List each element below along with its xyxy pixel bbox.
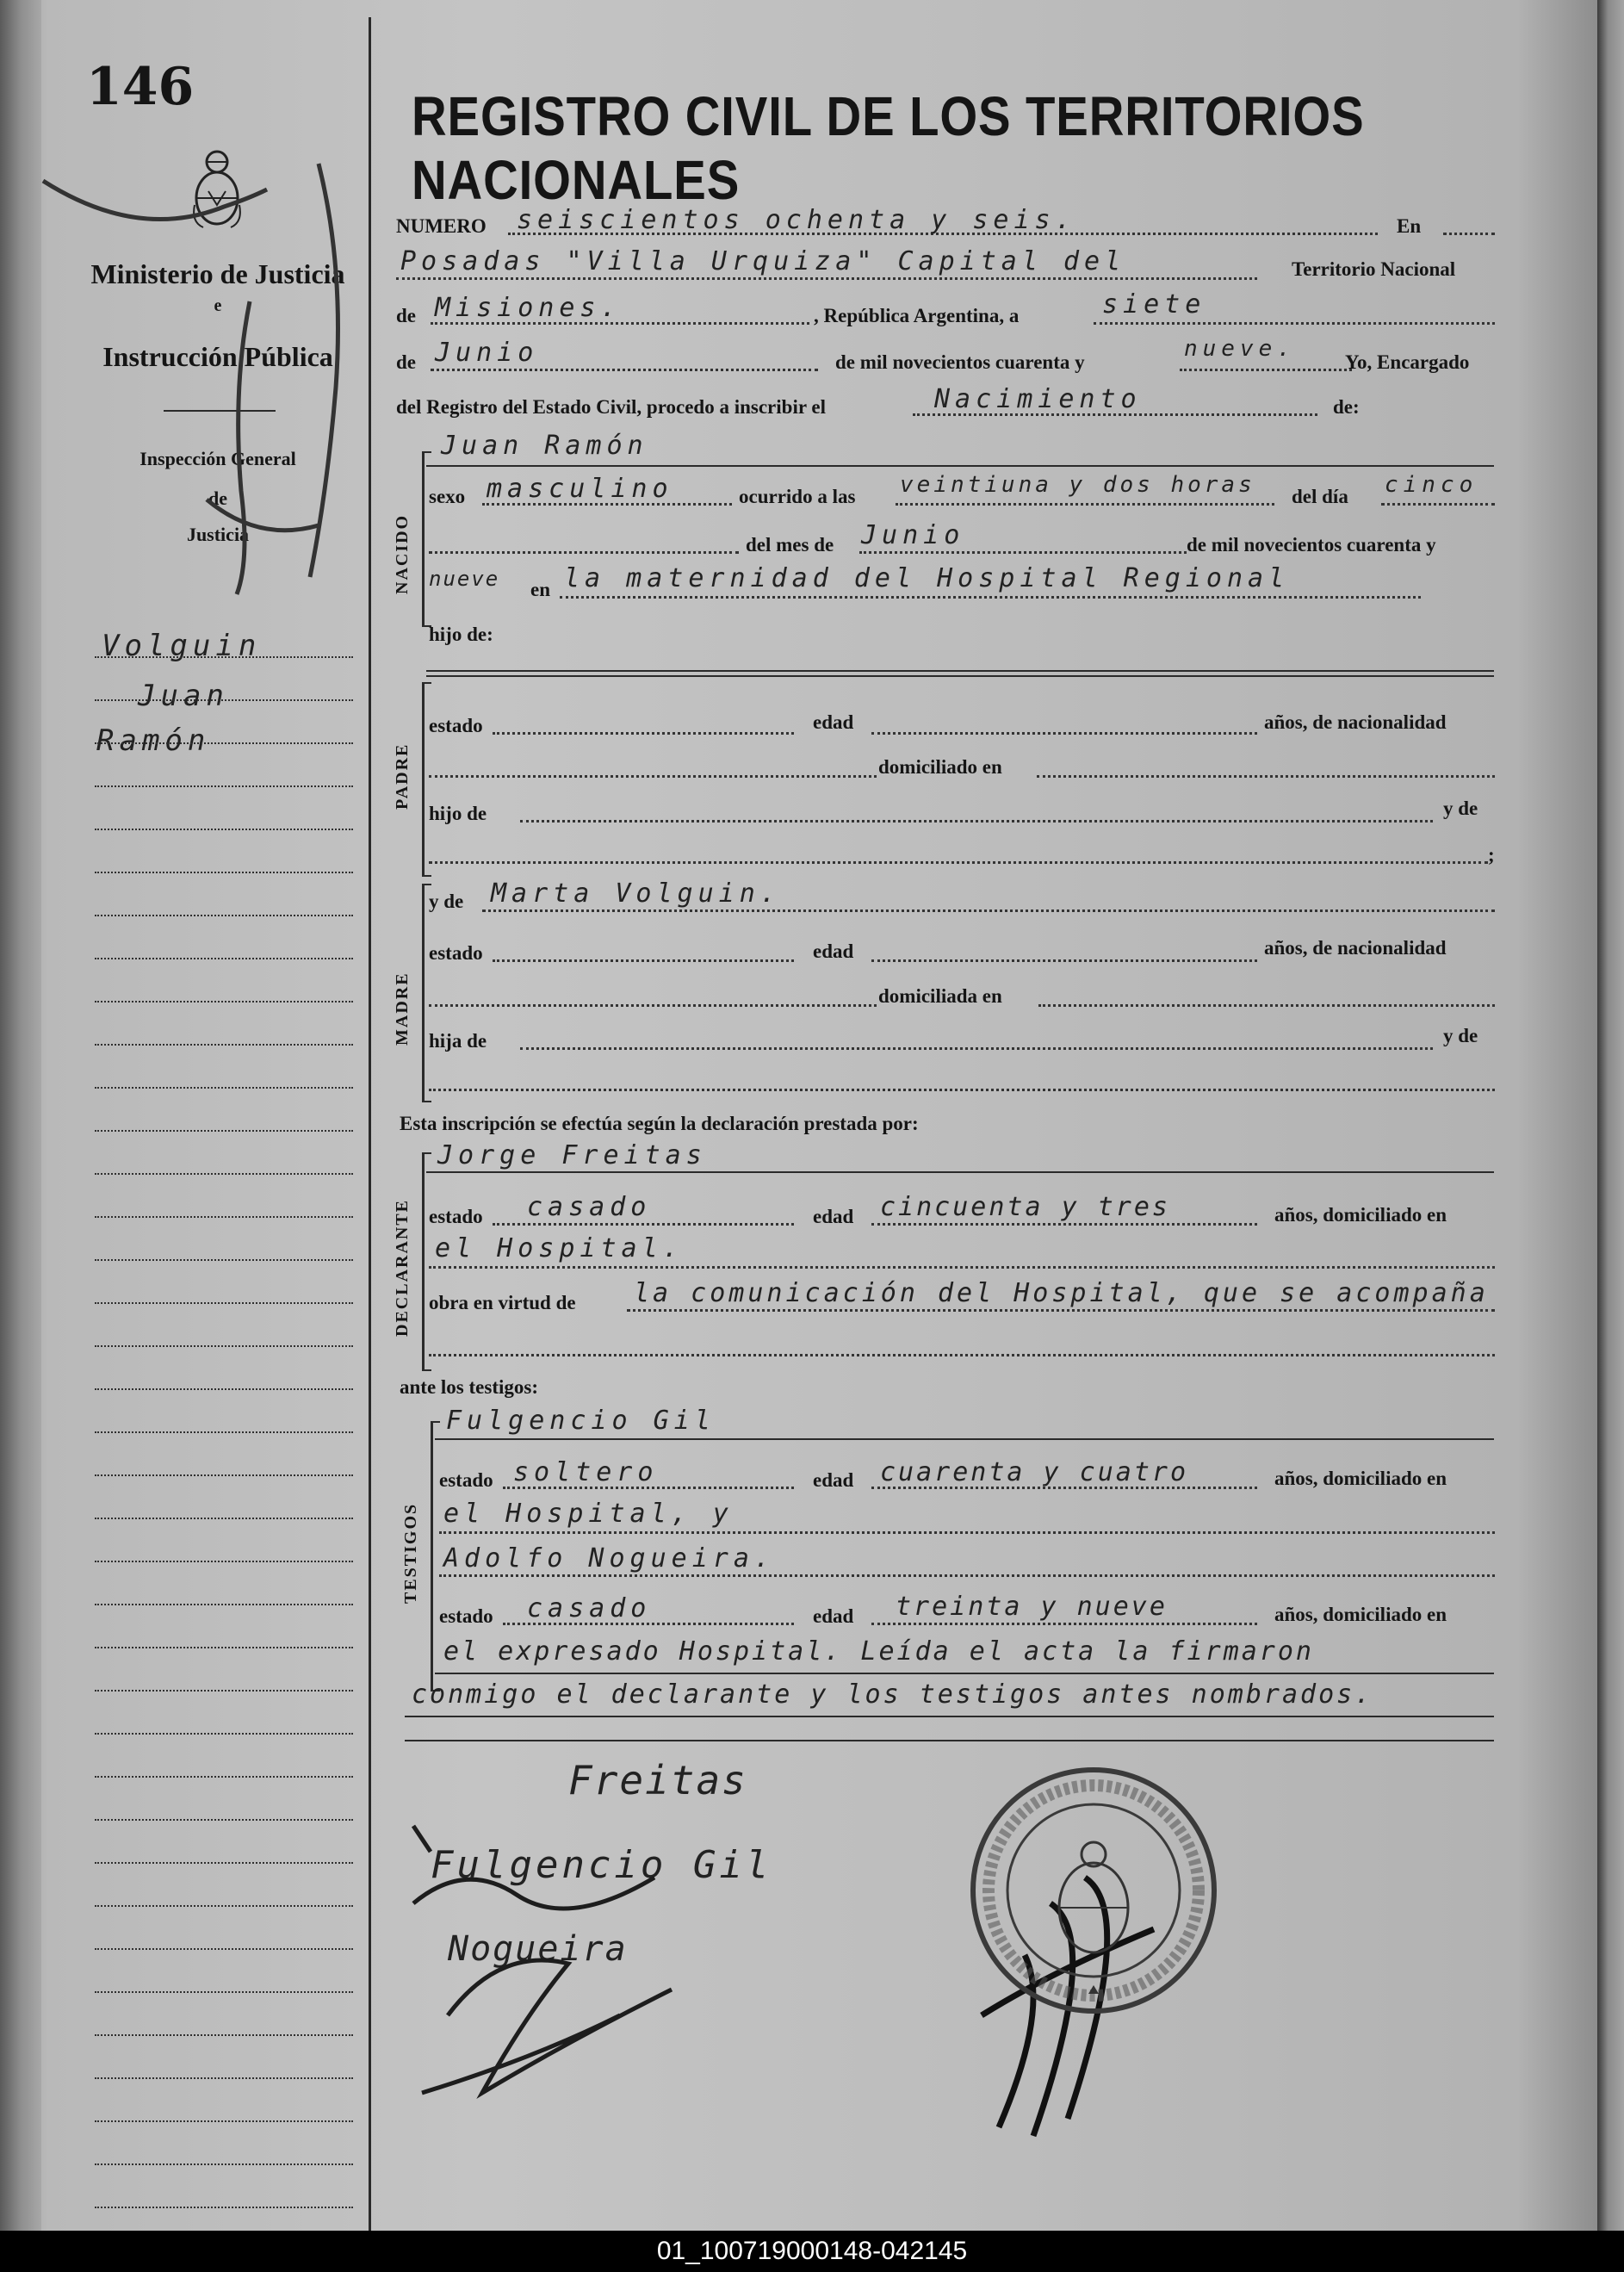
margin-ruled-line [95,785,353,787]
nacido-name: Juan Ramón [441,431,648,461]
padre-section-label: PADRE [393,742,412,810]
de2-label: de [396,351,416,373]
birth-year-label: de mil novecientos cuarenta y [1187,534,1436,556]
margin-ruled-line [95,1087,353,1089]
declarante-edad-line [871,1223,1257,1226]
margin-ruled-line [95,958,353,959]
margin-first-name: Juan [138,679,229,713]
madre-edad-line [871,959,1257,962]
margin-ruled-line [95,1690,353,1692]
declarante-name: Jorge Freitas [437,1140,707,1170]
padre-blank-line [429,775,877,778]
witness1-name: Fulgencio Gil [446,1406,716,1436]
padre-estado-label: estado [429,715,483,736]
margin-ruled-line [95,1044,353,1046]
padre-last-line [429,861,1488,864]
witness2-anos-label: años, domiciliado en [1274,1604,1447,1625]
declarante-estado-value: casado [527,1192,652,1222]
obra-continuation-line [429,1354,1495,1356]
testigos-intro: ante los testigos: [400,1376,538,1398]
madre-blank-line [429,1004,877,1007]
numero-label: NUMERO [396,215,487,237]
margin-ruled-line [95,699,353,701]
closing-line-1: el expresado Hospital. Leída el acta la firmaron [443,1636,1314,1667]
madre-anos-label: años, de nacionalidad [1264,937,1447,959]
margin-ruled-line [95,1388,353,1390]
obra-line [627,1309,1495,1312]
madre-domicilio-line [1038,1004,1495,1007]
ministry-line-3: Instrucción Pública [102,341,333,372]
signature-witness-1: Fulgencio Gil [431,1843,772,1887]
margin-ruled-line [95,1001,353,1003]
margin-ruled-line [95,1259,353,1261]
madre-edad-label: edad [813,940,854,962]
witness2-edad-line [871,1623,1257,1625]
ocurrido-label: ocurrido a las [739,486,856,507]
obra-value: la comunicación del Hospital, que se acompaña [634,1278,1489,1308]
margin-ruled-line [95,2077,353,2079]
year-label: de mil novecientos cuarenta y [835,351,1085,373]
madre-name: Marta Volguin. [491,878,781,909]
declarante-estado-label: estado [429,1206,483,1227]
del-mes-label: del mes de [746,534,834,556]
de3-label: de: [1333,396,1360,418]
margin-ruled-line [95,1302,353,1304]
margin-ruled-line [95,1862,353,1864]
day-line [1094,322,1495,325]
registro-label: del Registro del Estado Civil, procedo a inscribir el [396,396,826,418]
witness1-edad-value: cuarenta y cuatro [880,1457,1189,1487]
madre-estado-label: estado [429,942,483,964]
signature-declarante: Freitas [568,1757,747,1803]
declarante-domicilio-value: el Hospital. [435,1233,684,1263]
territorio-label: Territorio Nacional [1292,258,1456,280]
margin-ruled-line [95,1647,353,1648]
birth-place-value: la maternidad del Hospital Regional [564,563,1290,593]
margin-ruled-line [95,2163,353,2165]
margin-ruled-line [95,2207,353,2208]
del-dia-label: del día [1292,486,1348,507]
margin-ruled-line [95,1948,353,1950]
ministry-line-1: Ministerio de Justicia [90,258,345,289]
closing-line-2: conmigo el declarante y los testigos antes nombrados. [412,1679,1373,1710]
padre-estado-line [493,732,794,735]
padre-domicilio-line [1037,775,1495,778]
adjacent-page-edge [1597,0,1624,2231]
inspection-line-2: de [208,487,227,509]
witness1-domicilio-value: el Hospital, y [443,1499,734,1529]
witness2-estado-value: casado [527,1593,652,1623]
sexo-value: masculino [487,474,673,504]
margin-ruled-line [95,915,353,916]
margin-ruled-line [95,1733,353,1735]
birth-month-line [859,551,1187,554]
month-value: Junio [435,338,539,368]
padre-edad-line [871,732,1257,735]
witness1-anos-label: años, domiciliado en [1274,1468,1447,1489]
margin-ruled-line [95,1345,353,1347]
declarante-name-line [426,1171,1494,1173]
padre-hijo-line [520,820,1433,823]
padre-edad-label: edad [813,711,854,733]
padre-brace [422,682,431,877]
column-divider [369,17,371,2231]
witness2-edad-label: edad [813,1605,854,1627]
witness2-edad-value: treinta y nueve [896,1592,1168,1622]
nacido-brace [422,451,431,627]
page-title: REGISTRO CIVIL DE LOS TERRITORIOS NACIONALES [412,85,1365,211]
declarante-anos-label: años, domiciliado en [1274,1204,1447,1226]
madre-section-label: MADRE [393,971,412,1046]
territory-value: Misiones. [435,293,622,323]
page-number: 146 [86,57,195,117]
witness2-name: Adolfo Nogueira. [443,1543,775,1574]
inspection-line-3: Justicia [186,524,250,545]
image-identifier: 01_100719000148-042145 [0,2231,1624,2272]
madre-y-de-label: y de [429,891,464,912]
day-value: siete [1102,289,1206,320]
margin-ruled-line [95,829,353,830]
margin-ruled-line [95,872,353,873]
encargado-label: Yo, Encargado [1345,351,1470,373]
madre-name-line [482,909,1495,912]
birth-place-line [560,596,1421,599]
witness2-name-line [439,1574,1495,1577]
madre-domiciliada-label: domiciliada en [878,985,1002,1007]
year-value: nueve. [1184,336,1296,362]
numero-value: seiscientos ochenta y seis. [517,205,1076,235]
birth-year-value: nueve [429,567,500,591]
republica-label: , República Argentina, a [814,305,1020,326]
margin-signature-scribble [34,129,362,611]
madre-last-line [429,1089,1495,1091]
birth-blank-line [429,551,739,554]
madre-hija-line [520,1047,1433,1050]
nacido-section-label: NACIDO [393,513,412,594]
closing-line-2-rule [405,1716,1494,1717]
hijo-de-label: hijo de: [429,624,493,645]
madre-y-de2-label: y de [1443,1025,1478,1046]
birth-en-label: en [530,579,550,600]
witness1-name-line [435,1438,1494,1440]
margin-surname: Volguin [102,629,262,663]
hour-line [896,503,1274,506]
place-value: Posadas "Villa Urquiza" Capital del [400,246,1126,276]
margin-ruled-line [95,1819,353,1821]
margin-ruled-line [95,1130,353,1132]
margin-ruled-line [95,1474,353,1476]
birth-day-line [1381,503,1495,506]
declarante-edad-label: edad [813,1206,854,1227]
hijo-line-2 [426,675,1494,677]
padre-semicolon: ; [1488,844,1495,866]
sexo-label: sexo [429,486,466,507]
declarante-brace [422,1152,431,1371]
margin-ruled-line [95,1561,353,1562]
margin-second-name: Ramón [96,723,211,758]
margin-ruled-line [95,1905,353,1907]
declarante-estado-line [493,1223,794,1226]
declarante-edad-value: cincuenta y tres [880,1192,1170,1222]
margin-ruled-line [95,1604,353,1605]
padre-anos-label: años, de nacionalidad [1264,711,1447,733]
year-line [1180,369,1352,371]
testigos-brace [431,1421,440,1692]
witness1-edad-label: edad [813,1469,854,1491]
witness1-domicilio-line [439,1531,1495,1534]
declarante-section-label: DECLARANTE [393,1198,412,1337]
ministry-line-2: e [214,296,222,315]
witness1-estado-label: estado [439,1469,493,1491]
margin-ruled-line [95,1173,353,1175]
act-type-value: Nacimiento [934,384,1142,414]
margin-ruled-line [95,2034,353,2036]
witness1-estado-value: soltero [513,1457,659,1487]
birth-month-value: Junio [861,520,965,550]
signature-witness-2: Nogueira [448,1929,628,1969]
nacido-name-line [426,465,1494,467]
margin-ruled-line [95,1431,353,1433]
hijo-line-1 [426,670,1494,672]
madre-hija-de-label: hija de [429,1030,487,1052]
madre-brace [422,884,431,1102]
inspection-line-1: Inspección General [139,448,296,469]
madre-estado-line [493,959,794,962]
en-label: En [1397,215,1422,237]
month-line [431,369,818,371]
obra-label: obra en virtud de [429,1292,576,1313]
margin-ruled-line [95,656,353,658]
declarante-domicilio-line [429,1266,1495,1269]
en-line [1443,233,1495,235]
margin-ruled-line [95,1216,353,1218]
official-stamp [964,1761,1223,2020]
de-label: de [396,305,416,326]
margin-ruled-line [95,1518,353,1519]
birth-day-value: cinco [1385,472,1478,498]
place-line [396,277,1257,280]
margin-ruled-line [95,1776,353,1778]
declaration-intro: Esta inscripción se efectúa según la declaración prestada por: [400,1113,919,1134]
margin-ruled-line [95,2120,353,2122]
hour-value: veintiuna y dos horas [900,472,1255,498]
margin-ruled-line [95,1991,353,1993]
closing-line-1-rule [435,1673,1494,1674]
padre-domiciliado-label: domiciliado en [878,756,1002,778]
margin-ruled-line [95,742,353,744]
witness2-estado-label: estado [439,1605,493,1627]
padre-hijo-de-label: hijo de [429,803,487,824]
padre-y-de-label: y de [1443,798,1478,819]
testigos-section-label: TESTIGOS [401,1502,420,1604]
